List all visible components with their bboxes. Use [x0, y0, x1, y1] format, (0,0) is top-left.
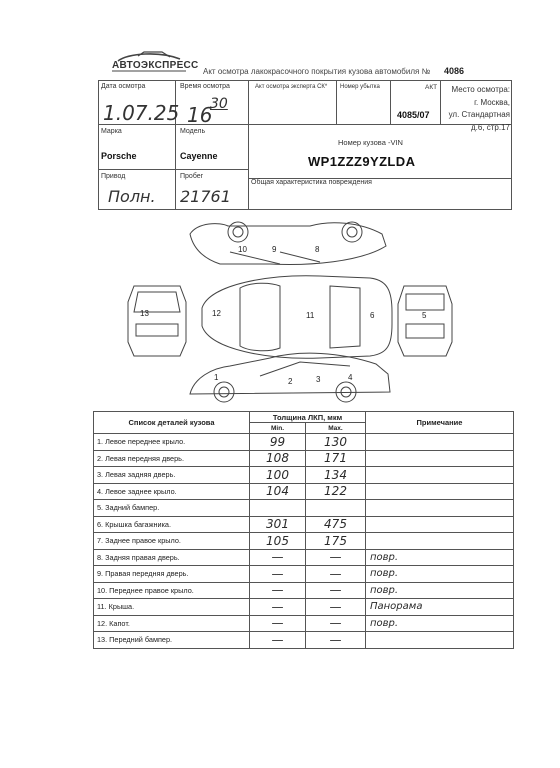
part-name: 1. Левое переднее крыло.: [94, 434, 250, 451]
vin-value: WP1ZZZ9YZLDA: [308, 154, 416, 169]
min-value: 104: [250, 483, 306, 500]
parts-table-body: [94, 434, 514, 649]
note-value: [366, 467, 514, 484]
col-max-header: Max.: [306, 423, 366, 434]
top-view: [202, 276, 392, 358]
max-value: —: [306, 615, 366, 632]
part-name: 9. Правая передняя дверь.: [94, 566, 250, 583]
drive-value: Полн.: [108, 187, 156, 206]
note-value: [366, 483, 514, 500]
part-name: 12. Капот.: [94, 615, 250, 632]
part-name: 8. Задняя правая дверь.: [94, 549, 250, 566]
part-label-9: 9: [272, 245, 277, 254]
model-value: Cayenne: [180, 151, 218, 161]
part-name: 2. Левая передняя дверь.: [94, 450, 250, 467]
min-value: 108: [250, 450, 306, 467]
model-label: Модель: [180, 128, 206, 135]
table-row: [94, 599, 514, 616]
min-value: —: [250, 599, 306, 616]
table-row: [94, 434, 514, 451]
table-row: [94, 549, 514, 566]
table-row: [94, 632, 514, 649]
part-name: 4. Левое заднее крыло.: [94, 483, 250, 500]
min-value: 100: [250, 467, 306, 484]
table-row: [94, 450, 514, 467]
max-value: 122: [306, 483, 366, 500]
part-label-1: 1: [214, 373, 219, 382]
document-title: Акт осмотра лакокрасочного покрытия кузова автомобиля №: [203, 67, 431, 76]
part-label-6: 6: [370, 311, 375, 320]
place-line-3: д.6, стр.17: [470, 122, 510, 132]
col-thickness-header: Толщина ЛКП, мкм: [250, 412, 366, 423]
date-label: Дата осмотра: [101, 83, 146, 90]
note-value: [366, 533, 514, 550]
date-value: 1.07.25: [103, 101, 180, 125]
note-value: [366, 434, 514, 451]
part-label-2: 2: [288, 377, 293, 386]
table-row: [94, 615, 514, 632]
part-label-11: 11: [306, 311, 315, 320]
brand-label: Марка: [101, 128, 122, 135]
part-name: 3. Левая задняя дверь.: [94, 467, 250, 484]
max-value: 475: [306, 516, 366, 533]
note-value: [366, 500, 514, 517]
mileage-value: 21761: [180, 187, 231, 206]
max-value: 171: [306, 450, 366, 467]
part-name: 5. Задний бампер.: [94, 500, 250, 517]
part-label-5: 5: [422, 311, 427, 320]
drive-label: Привод: [101, 173, 126, 180]
min-value: —: [250, 632, 306, 649]
part-name: 6. Крышка багажника.: [94, 516, 250, 533]
col-parts-header: Список деталей кузова: [94, 412, 250, 434]
document-number: 4086: [444, 66, 465, 76]
min-value: 99: [250, 434, 306, 451]
note-value: [366, 632, 514, 649]
max-value: —: [306, 582, 366, 599]
brand-value: Porsche: [101, 151, 137, 161]
part-name: 10. Переднее правое крыло.: [94, 582, 250, 599]
part-name: 7. Заднее правое крыло.: [94, 533, 250, 550]
table-row: [94, 582, 514, 599]
min-value: —: [250, 582, 306, 599]
expert-act-label: Акт осмотра эксперта СК*: [255, 84, 328, 90]
min-value: —: [250, 566, 306, 583]
max-value: —: [306, 599, 366, 616]
table-row: [94, 566, 514, 583]
max-value: 134: [306, 467, 366, 484]
min-value: —: [250, 549, 306, 566]
max-value: —: [306, 549, 366, 566]
place-line-2: ул. Стандартная: [448, 110, 510, 119]
part-label-12: 12: [212, 309, 221, 318]
col-min-header: Min.: [250, 423, 306, 434]
act-label: АКТ: [425, 84, 438, 91]
max-value: —: [306, 632, 366, 649]
part-label-13: 13: [140, 309, 149, 318]
left-side-view: [190, 353, 390, 394]
part-label-4: 4: [348, 373, 353, 382]
note-value: повр.: [366, 615, 514, 632]
logo-text: АВТОЭКСПРЕСС: [112, 60, 199, 71]
max-value: 130: [306, 434, 366, 451]
max-value: 175: [306, 533, 366, 550]
note-value: повр.: [366, 566, 514, 583]
loss-number-label: Номер убытка: [340, 84, 380, 90]
max-value: [306, 500, 366, 517]
part-label-8: 8: [315, 245, 320, 254]
part-name: 13. Передний бампер.: [94, 632, 250, 649]
note-value: Панорама: [366, 599, 514, 616]
min-value: [250, 500, 306, 517]
damage-label: Общая характеристика повреждения: [251, 179, 372, 186]
note-value: повр.: [366, 582, 514, 599]
part-name: 11. Крыша.: [94, 599, 250, 616]
note-value: [366, 450, 514, 467]
col-note-header: Примечание: [366, 412, 514, 434]
table-row: [94, 533, 514, 550]
place-line-1: г. Москва,: [474, 97, 510, 107]
mileage-label: Пробег: [180, 173, 204, 180]
parts-thickness-table: [93, 411, 514, 649]
act-value: 4085/07: [397, 110, 430, 120]
table-row: [94, 516, 514, 533]
time-hours: 16: [187, 103, 213, 127]
max-value: —: [306, 566, 366, 583]
min-value: 105: [250, 533, 306, 550]
table-row: [94, 467, 514, 484]
part-label-3: 3: [316, 375, 321, 384]
time-label: Время осмотра: [180, 83, 230, 90]
min-value: —: [250, 615, 306, 632]
vin-label: Номер кузова -VIN: [338, 138, 403, 147]
part-label-10: 10: [238, 245, 247, 254]
note-value: повр.: [366, 549, 514, 566]
car-body-diagram: [120, 212, 460, 408]
inspection-place: [448, 84, 510, 134]
table-row: [94, 500, 514, 517]
table-row: [94, 483, 514, 500]
note-value: [366, 516, 514, 533]
place-label: Место осмотра:: [451, 85, 510, 94]
min-value: 301: [250, 516, 306, 533]
time-minutes: 30: [210, 96, 228, 112]
